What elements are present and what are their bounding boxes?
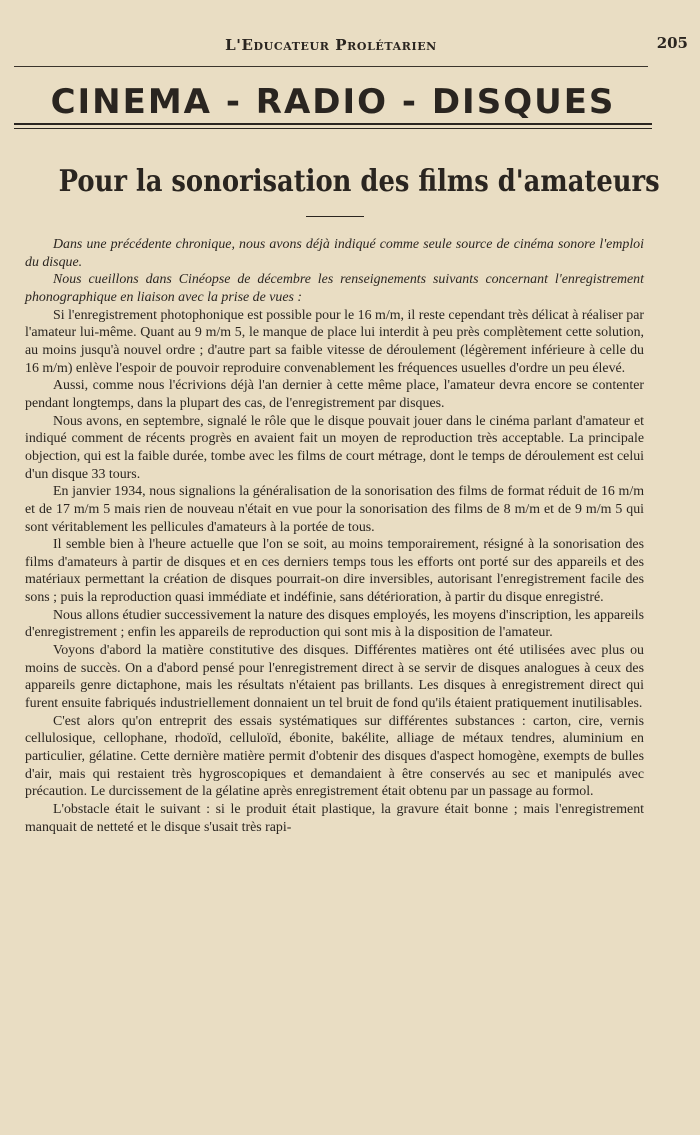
paragraph: Il semble bien à l'heure actuelle que l'on se soit, au moins temporairement, résigné à la sonorisation des films d'amateurs à partir de disques et en ces derniers temps tous les efforts ont porté sur des appareils et des matériaux permettant la création de disques pourrait-on dire inversibles, autorisant l'enregistrement facile des sons ; puis la reproduction quasi immédiate et indéfinie, sans détérioration, à partir du disque enregistré. [25, 537, 644, 606]
page-number: 205 [656, 34, 688, 52]
paragraph: Nous avons, en septembre, signalé le rôle que le disque pouvait jouer dans le cinéma parlant d'amateur et indiqué comment de récents progrès en avaient fait un moyen de reproduction très acceptable. La principale objection, qui est la faible durée, tombe avec les films de court métrage, dont le temps de déroulement est celui d'un disque 33 tours. [25, 413, 644, 482]
journal-title: L'Educateur Prolétarien [225, 36, 437, 54]
banner-rule-thin [14, 128, 652, 129]
paragraph: Voyons d'abord la matière constitutive des disques. Différentes matières ont été utilisées avec plus ou moins de succès. On a d'abord pensé pour l'enregistrement direct à se servir de disques analogues à ceux des appareils genre dictaphone, mais les résultats n'étaient pas brillants. Les disques à enregistrement direct qui furent ensuite fabriqués industriellement donnaient un tel bruit de fond qu'ils étaient pratiquement inutilisables. [25, 643, 644, 712]
paragraph: En janvier 1934, nous signalions la généralisation de la sonorisation des films de format réduit de 16 m/m et de 17 m/m 5 mais rien de nouveau n'était en vue pour la sonorisation des films de 8 m/m et de 9 m/m 5 qui sont véritablement les pellicules d'amateurs à la portée de tous. [25, 484, 644, 535]
article-title: Pour la sonorisation des films d'amateurs [58, 164, 660, 199]
section-banner: CINEMA - RADIO - DISQUES [50, 82, 616, 122]
paragraph: L'obstacle était le suivant : si le produit était plastique, la gravure était bonne ; mais l'enregistrement manquait de netteté et le disque s'usait très rapi- [25, 802, 644, 835]
paragraph: Aussi, comme nous l'écrivions déjà l'an dernier à cette même place, l'amateur devra encore se contenter pendant longtemps, dans la plupart des cas, de l'enregistrement par disques. [25, 378, 644, 411]
paragraph-intro: Dans une précédente chronique, nous avons déjà indiqué comme seule source de cinéma sonore l'emploi du disque. [25, 237, 644, 270]
paragraph-source: Nous cueillons dans Cinéopse de décembre les renseignements suivants concernant l'enregistrement phonographique en liaison avec la prise de vues : [25, 272, 644, 305]
paragraph: C'est alors qu'on entreprit des essais systématiques sur différentes substances : carton, cire, vernis cellulosique, cellophane, rhodoïd, celluloïd, ébonite, bakélite, alliage de métaux tendres, aluminium en particulier, gélatine. Cette dernière matière permit d'obtenir des disques d'aspect homogène, exempts de bulles d'air, mais qui restaient très hygroscopiques et demandaient à être conservés au sec et manipulés avec précaution. Le durcissement de la gélatine après enregistrement était obtenu par un passage au formol. [25, 713, 644, 800]
banner-rule-thick [14, 123, 652, 125]
paragraph: Nous allons étudier successivement la nature des disques employés, les moyens d'inscription, les appareils d'enregistrement ; enfin les appareils de reproduction qui sont mis à la disposition de l'amateur. [25, 607, 644, 641]
title-rule [306, 216, 364, 217]
paragraph: Si l'enregistrement photophonique est possible pour le 16 m/m, il reste cependant très délicat à réaliser par l'amateur lui-même. Quant au 9 m/m 5, le manque de place lui interdit à peu près complètement cette solution, au moins jusqu'à nouvel ordre ; d'autre part sa faible vitesse de déroulement (légèrement inférieure à celle du 16 m/m) enlève l'espoir de pouvoir reproduire convenablement les fréquences usuelles d'ordre un peu élevé. [25, 307, 644, 376]
running-head [14, 30, 688, 67]
article-body [25, 236, 644, 1095]
